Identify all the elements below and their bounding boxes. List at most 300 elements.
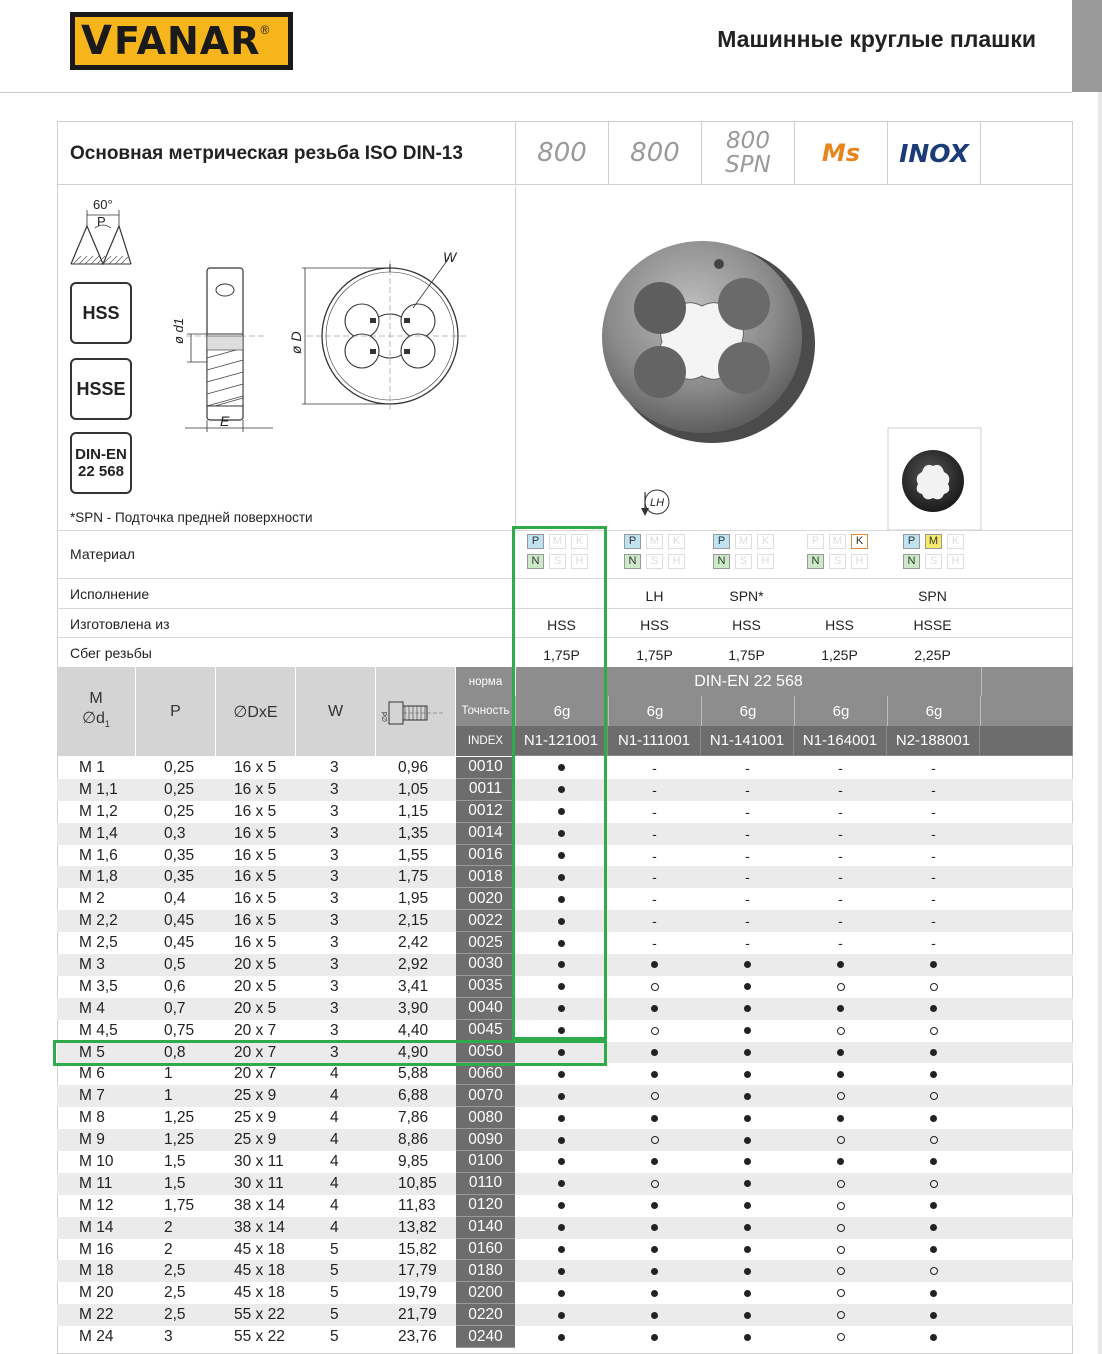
material-badge-k: K <box>851 534 868 549</box>
availability-cell <box>887 1129 980 1151</box>
availability-cell <box>701 932 794 954</box>
not-available-dash: - <box>931 847 936 864</box>
cell-dxe: 16 x 5 <box>234 890 277 908</box>
col-header-p: P <box>136 667 216 756</box>
die-front-view-icon <box>302 258 467 412</box>
availability-cell <box>608 1326 701 1348</box>
col-header-dxe: ∅DxE <box>216 667 296 756</box>
in-stock-dot-icon <box>651 1202 658 1209</box>
scrollbar-track[interactable] <box>1098 0 1102 1354</box>
cell-index: 0220 <box>456 1304 515 1326</box>
cell-d: 1,75 <box>398 868 429 886</box>
grade-inox: INOX <box>887 121 980 185</box>
index-code-cell: N1-111001 <box>608 726 701 756</box>
in-stock-dot-icon <box>837 961 844 968</box>
availability-cell <box>887 888 980 910</box>
availability-cell <box>701 998 794 1020</box>
logo-mark: V <box>81 18 112 64</box>
in-stock-dot-icon <box>558 1202 565 1209</box>
availability-cell <box>794 1304 887 1326</box>
availability-cell <box>515 823 608 845</box>
availability-cell <box>608 1173 701 1195</box>
cell-index: 0120 <box>456 1195 515 1217</box>
availability-cell <box>515 1217 608 1239</box>
table-row <box>57 1239 1073 1261</box>
in-stock-dot-icon <box>837 1158 844 1165</box>
cell-dxe: 20 x 7 <box>234 1043 277 1061</box>
table-row <box>57 910 1073 932</box>
not-available-dash: - <box>931 803 936 820</box>
cell-index: 0070 <box>456 1085 515 1107</box>
accuracy-cell: 6g <box>701 696 794 726</box>
in-stock-dot-icon <box>558 808 565 815</box>
cell-p: 0,25 <box>164 802 195 820</box>
in-stock-dot-icon <box>744 1202 751 1209</box>
accuracy-empty <box>980 696 1073 726</box>
divider <box>57 578 1073 579</box>
table-row <box>57 1260 1073 1282</box>
in-stock-dot-icon <box>558 1224 565 1231</box>
on-order-ring-icon <box>837 1311 845 1319</box>
availability-cell <box>887 998 980 1020</box>
in-stock-dot-icon <box>558 1180 565 1187</box>
not-available-dash: - <box>745 803 750 820</box>
availability-cell <box>608 1020 701 1042</box>
availability-cell <box>794 1260 887 1282</box>
availability-cell <box>608 932 701 954</box>
cell-p: 1,75 <box>164 1196 195 1214</box>
availability-cell <box>701 823 794 845</box>
technical-drawing-area <box>57 186 515 530</box>
availability-cell <box>515 1107 608 1129</box>
cell-dxe: 25 x 9 <box>234 1109 277 1127</box>
availability-cell <box>515 1282 608 1304</box>
in-stock-dot-icon <box>558 786 565 793</box>
not-available-dash: - <box>838 781 843 798</box>
on-order-ring-icon <box>837 1027 845 1035</box>
logo-text: FANAR <box>113 19 261 63</box>
fanar-logo <box>70 12 293 70</box>
availability-cell <box>701 1304 794 1326</box>
on-order-ring-icon <box>930 1180 938 1188</box>
cell-dxe: 20 x 5 <box>234 955 277 973</box>
in-stock-dot-icon <box>744 1158 751 1165</box>
in-stock-dot-icon <box>651 1005 658 1012</box>
accuracy-cell: 6g <box>887 696 980 726</box>
cell-dxe: 16 x 5 <box>234 824 277 842</box>
availability-cell <box>608 1195 701 1217</box>
material-badge-h: H <box>757 554 774 569</box>
in-stock-dot-icon <box>744 1224 751 1231</box>
availability-cell <box>887 801 980 823</box>
availability-cell <box>515 1063 608 1085</box>
scrollbar-thumb[interactable] <box>1072 0 1102 92</box>
availability-cell <box>701 1151 794 1173</box>
round-die-image-icon <box>602 241 815 443</box>
index-code-cell: N1-164001 <box>794 726 887 756</box>
cell-d: 6,88 <box>398 1087 429 1105</box>
availability-cell <box>701 1173 794 1195</box>
cell-dxe: 20 x 5 <box>234 999 277 1017</box>
cell-d: 1,35 <box>398 824 429 842</box>
cell-m: M 7 <box>79 1087 105 1105</box>
availability-cell <box>608 1085 701 1107</box>
availability-cell <box>794 801 887 823</box>
cell-p: 0,25 <box>164 780 195 798</box>
availability-cell <box>794 1042 887 1064</box>
made-of-value: HSS <box>732 617 761 633</box>
cell-w: 3 <box>330 934 339 952</box>
runout-value: 1,75P <box>728 647 765 663</box>
availability-cell <box>608 910 701 932</box>
in-stock-dot-icon <box>558 852 565 859</box>
row-header-accuracy: Точность <box>456 696 515 726</box>
in-stock-dot-icon <box>651 1049 658 1056</box>
availability-cell <box>608 954 701 976</box>
availability-cell <box>515 1129 608 1151</box>
in-stock-dot-icon <box>558 1246 565 1253</box>
availability-cell <box>608 866 701 888</box>
availability-cell <box>608 1217 701 1239</box>
cell-p: 1 <box>164 1087 173 1105</box>
cell-d: 1,05 <box>398 780 429 798</box>
availability-cell <box>794 1239 887 1261</box>
cell-index: 0040 <box>456 998 515 1020</box>
material-group <box>903 534 965 570</box>
cell-dxe: 55 x 22 <box>234 1328 285 1346</box>
material-group <box>624 534 686 570</box>
bore-sketch-icon <box>383 692 449 732</box>
grade-800-spn: 800 SPN <box>701 121 794 185</box>
availability-cell <box>701 1217 794 1239</box>
in-stock-dot-icon <box>837 1115 844 1122</box>
cell-index: 0060 <box>456 1063 515 1085</box>
availability-cell <box>887 976 980 998</box>
cell-d: 1,55 <box>398 846 429 864</box>
in-stock-dot-icon <box>651 1071 658 1078</box>
material-badge-m: M <box>829 534 846 549</box>
availability-cell <box>701 801 794 823</box>
cell-p: 2,5 <box>164 1284 186 1302</box>
not-available-dash: - <box>745 781 750 798</box>
cell-p: 0,35 <box>164 846 195 864</box>
availability-cell <box>887 1020 980 1042</box>
in-stock-dot-icon <box>744 1115 751 1122</box>
cell-w: 3 <box>330 955 339 973</box>
cell-index: 0080 <box>456 1107 515 1129</box>
cell-w: 5 <box>330 1306 339 1324</box>
material-badge-m: M <box>646 534 663 549</box>
material-badge-k: K <box>947 534 964 549</box>
table-row <box>57 1042 1073 1064</box>
cell-m: M 11 <box>79 1174 113 1192</box>
material-badge-s: S <box>549 554 566 569</box>
cell-dxe: 20 x 5 <box>234 977 277 995</box>
availability-cell <box>887 1260 980 1282</box>
not-available-dash: - <box>745 847 750 864</box>
on-order-ring-icon <box>651 983 659 991</box>
availability-cell <box>701 1326 794 1348</box>
table-row <box>57 779 1073 801</box>
cell-p: 0,6 <box>164 977 186 995</box>
in-stock-dot-icon <box>930 1005 937 1012</box>
in-stock-dot-icon <box>558 1268 565 1275</box>
cell-index: 0030 <box>456 954 515 976</box>
availability-cell <box>794 1129 887 1151</box>
on-order-ring-icon <box>837 1289 845 1297</box>
divider <box>57 637 1073 638</box>
cell-d: 0,96 <box>398 758 429 776</box>
in-stock-dot-icon <box>558 1115 565 1122</box>
availability-cell <box>515 1042 608 1064</box>
cell-w: 5 <box>330 1262 339 1280</box>
material-badge-m: M <box>735 534 752 549</box>
availability-cell <box>794 866 887 888</box>
cell-index: 0045 <box>456 1020 515 1042</box>
table-row <box>57 1195 1073 1217</box>
material-badge-s: S <box>646 554 663 569</box>
cell-w: 3 <box>330 846 339 864</box>
cell-index: 0025 <box>456 932 515 954</box>
on-order-ring-icon <box>837 1267 845 1275</box>
cell-dxe: 30 x 11 <box>234 1174 284 1192</box>
cell-w: 3 <box>330 868 339 886</box>
cell-index: 0110 <box>456 1173 515 1195</box>
cell-p: 1,25 <box>164 1131 195 1149</box>
availability-cell <box>608 801 701 823</box>
in-stock-dot-icon <box>558 940 565 947</box>
cell-p: 0,75 <box>164 1021 195 1039</box>
availability-cell <box>887 757 980 779</box>
in-stock-dot-icon <box>744 1093 751 1100</box>
in-stock-dot-icon <box>651 1224 658 1231</box>
runout-value: 1,75P <box>636 647 673 663</box>
availability-cell <box>887 1085 980 1107</box>
cell-d: 21,79 <box>398 1306 437 1324</box>
cell-d: 17,79 <box>398 1262 437 1280</box>
made-of-value: HSS <box>825 617 854 633</box>
table-row <box>57 1304 1073 1326</box>
material-badge-p: P <box>624 534 641 549</box>
availability-cell <box>887 1151 980 1173</box>
not-available-dash: - <box>652 825 657 842</box>
cell-w: 4 <box>330 1218 339 1236</box>
in-stock-dot-icon <box>930 1312 937 1319</box>
in-stock-dot-icon <box>744 1268 751 1275</box>
in-stock-dot-icon <box>930 1071 937 1078</box>
availability-cell <box>701 1063 794 1085</box>
cell-dxe: 16 x 5 <box>234 802 277 820</box>
runout-value: 2,25P <box>914 647 951 663</box>
not-available-dash: - <box>745 825 750 842</box>
not-available-dash: - <box>838 803 843 820</box>
in-stock-dot-icon <box>744 1180 751 1187</box>
cell-m: M 1 <box>79 758 105 776</box>
availability-cell <box>701 1260 794 1282</box>
material-badge-n: N <box>624 554 641 569</box>
in-stock-dot-icon <box>558 1312 565 1319</box>
not-available-dash: - <box>745 935 750 952</box>
availability-cell <box>701 1195 794 1217</box>
cell-p: 3 <box>164 1328 173 1346</box>
material-badge-h: H <box>668 554 685 569</box>
availability-cell <box>794 1282 887 1304</box>
cell-w: 3 <box>330 1043 339 1061</box>
cell-m: M 22 <box>79 1306 114 1324</box>
in-stock-dot-icon <box>558 874 565 881</box>
col-d1-label: $\emptyset d_1$ <box>82 709 110 730</box>
availability-cell <box>794 1195 887 1217</box>
e-label: E <box>220 413 230 429</box>
availability-cell <box>887 1063 980 1085</box>
index-code-cell: N1-141001 <box>701 726 794 756</box>
in-stock-dot-icon <box>651 1334 658 1341</box>
availability-cell <box>608 1151 701 1173</box>
cell-w: 5 <box>330 1284 339 1302</box>
in-stock-dot-icon <box>651 1312 658 1319</box>
not-available-dash: - <box>931 935 936 952</box>
availability-cell <box>887 1326 980 1348</box>
availability-cell <box>887 845 980 867</box>
on-order-ring-icon <box>651 1027 659 1035</box>
in-stock-dot-icon <box>930 1246 937 1253</box>
on-order-ring-icon <box>651 1092 659 1100</box>
cell-p: 1,5 <box>164 1174 186 1192</box>
not-available-dash: - <box>652 935 657 952</box>
availability-cell <box>515 888 608 910</box>
material-badge-h: H <box>571 554 588 569</box>
table-row <box>57 954 1073 976</box>
in-stock-dot-icon <box>744 1027 751 1034</box>
accuracy-cell: 6g <box>515 696 608 726</box>
cell-d: 5,88 <box>398 1065 429 1083</box>
col-header-w: W <box>296 667 376 756</box>
cell-w: 5 <box>330 1328 339 1346</box>
cell-dxe: 25 x 9 <box>234 1131 277 1149</box>
in-stock-dot-icon <box>744 1246 751 1253</box>
availability-cell <box>701 1020 794 1042</box>
in-stock-dot-icon <box>558 983 565 990</box>
d-label: ø D <box>288 331 304 354</box>
in-stock-dot-icon <box>837 1005 844 1012</box>
table-row <box>57 801 1073 823</box>
cell-index: 0200 <box>456 1282 515 1304</box>
availability-cell <box>515 845 608 867</box>
cell-d: 23,76 <box>398 1328 437 1346</box>
availability-cell <box>887 779 980 801</box>
availability-cell <box>701 1129 794 1151</box>
angle-label: 60° <box>93 197 113 212</box>
cell-p: 2 <box>164 1240 173 1258</box>
din-en-badge: DIN-EN 22 568 <box>70 432 132 494</box>
not-available-dash: - <box>745 759 750 776</box>
availability-cell <box>794 910 887 932</box>
on-order-ring-icon <box>930 1267 938 1275</box>
material-badge-n: N <box>807 554 824 569</box>
cell-dxe: 16 x 5 <box>234 934 277 952</box>
cell-dxe: 30 x 11 <box>234 1152 284 1170</box>
table-row <box>57 1326 1073 1348</box>
cell-index: 0020 <box>456 888 515 910</box>
index-code-empty <box>980 726 1073 756</box>
not-available-dash: - <box>838 847 843 864</box>
table-row <box>57 866 1073 888</box>
material-badge-p: P <box>807 534 824 549</box>
execution-value: SPN <box>918 588 947 604</box>
not-available-dash: - <box>652 759 657 776</box>
cell-m: M 1,4 <box>79 824 118 842</box>
not-available-dash: - <box>652 781 657 798</box>
cell-p: 1,25 <box>164 1109 195 1127</box>
divider <box>57 608 1073 609</box>
table-header <box>57 667 1073 756</box>
cell-index: 0010 <box>456 757 515 779</box>
availability-cell <box>608 1107 701 1129</box>
in-stock-dot-icon <box>651 1268 658 1275</box>
cell-m: M 6 <box>79 1065 105 1083</box>
cell-m: M 20 <box>79 1284 114 1302</box>
material-badge-n: N <box>713 554 730 569</box>
material-badge-s: S <box>735 554 752 569</box>
cell-dxe: 20 x 7 <box>234 1065 277 1083</box>
availability-cell <box>515 1085 608 1107</box>
cell-d: 8,86 <box>398 1131 429 1149</box>
cell-dxe: 38 x 14 <box>234 1218 285 1236</box>
availability-cell <box>794 1173 887 1195</box>
d1-label: ø d1 <box>171 317 186 344</box>
cell-w: 4 <box>330 1152 339 1170</box>
not-available-dash: - <box>931 913 936 930</box>
index-code-cell: N1-121001 <box>515 726 608 756</box>
thread-standard-title: Основная метрическая резьба ISO DIN-13 <box>70 143 463 164</box>
cell-w: 3 <box>330 977 339 995</box>
availability-cell <box>608 1304 701 1326</box>
in-stock-dot-icon <box>930 1049 937 1056</box>
table-title-row <box>57 121 1073 185</box>
availability-cell <box>701 888 794 910</box>
not-available-dash: - <box>838 935 843 952</box>
cell-m: M 24 <box>79 1328 114 1346</box>
on-order-ring-icon <box>837 1180 845 1188</box>
cell-m: M 18 <box>79 1262 114 1280</box>
availability-cell <box>608 1129 701 1151</box>
in-stock-dot-icon <box>651 1290 658 1297</box>
cell-p: 0,25 <box>164 758 195 776</box>
made-of-value: HSS <box>547 617 576 633</box>
in-stock-dot-icon <box>930 961 937 968</box>
cell-d: 2,92 <box>398 955 429 973</box>
availability-cell <box>608 1260 701 1282</box>
in-stock-dot-icon <box>558 1093 565 1100</box>
cell-p: 0,45 <box>164 934 195 952</box>
on-order-ring-icon <box>651 1136 659 1144</box>
cell-dxe: 16 x 5 <box>234 868 277 886</box>
not-available-dash: - <box>652 803 657 820</box>
cell-d: 15,82 <box>398 1240 437 1258</box>
cell-d: 2,15 <box>398 912 429 930</box>
availability-cell <box>608 1239 701 1261</box>
availability-cell <box>515 1326 608 1348</box>
cell-index: 0018 <box>456 866 515 888</box>
availability-cell <box>608 1042 701 1064</box>
divider <box>57 530 1073 531</box>
on-order-ring-icon <box>930 1092 938 1100</box>
cell-m: M 3 <box>79 955 105 973</box>
in-stock-dot-icon <box>930 1334 937 1341</box>
cell-index: 0011 <box>456 779 515 801</box>
table-row <box>57 976 1073 998</box>
availability-cell <box>608 757 701 779</box>
